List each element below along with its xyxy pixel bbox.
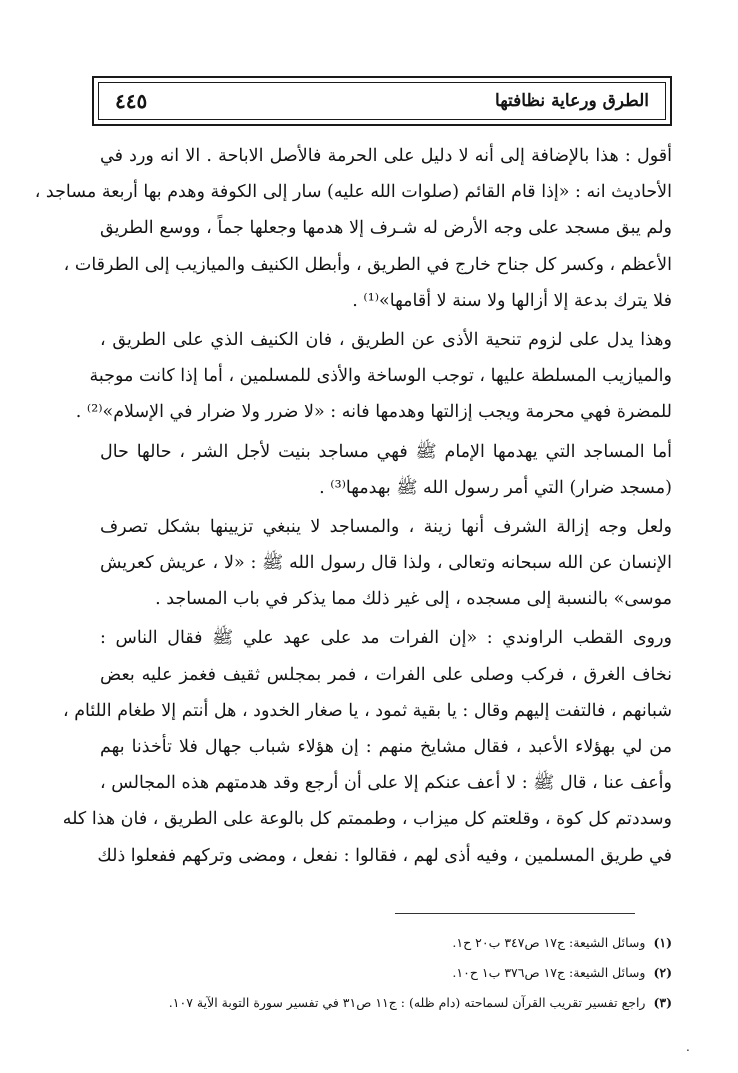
footnote: [100, 958, 672, 988]
text-line: وأعف عنا ، قال ﷺ : لا أعف عنكم إلا على أن أرجع وقد هدمتهم هذه المجالس ،: [100, 773, 672, 794]
text-line: نخاف الغرق ، فركب وصلى على الفرات ، فمر بمجلس ثقيف فغمز عليه بعض: [100, 664, 672, 685]
page-number: ٤٤٥: [115, 89, 148, 113]
text-line: الأعظم ، وكسر كل جناح خارج في الطريق ، وأبطل الكنيف والميازيب إلى الطرقات ،: [63, 254, 672, 275]
text-line: ولم يبق مسجد على وجه الأرض له شـرف إلا هدمها وجعلها جماً ، ووسع الطريق: [100, 218, 672, 239]
footnote-text: راجع تفسير تقريب القرآن لسماحته (دام ظله) : ج١١ ص٣١ في تفسير سورة التوبة الآية ١٠٧.: [168, 995, 646, 1010]
running-header: [98, 82, 666, 120]
text-line: الأحاديث انه : «إذا قام القائم (صلوات الله عليه) سار إلى الكوفة وهدم بها أربعة مساجد ،: [34, 182, 672, 203]
footnotes: [100, 928, 672, 1018]
page-mark: .: [686, 1040, 690, 1054]
footnote: [100, 928, 672, 958]
text-line: للمضرة فهي محرمة ويجب إزالتها وهدمها فانه : «لا ضرر ولا ضرار في الإسلام»⁽²⁾ .: [75, 402, 672, 423]
footnote-number: (٣): [653, 995, 672, 1010]
text-line: من لي بهؤلاء الأعبد ، فقال مشايخ منهم : إن هؤلاء شباب جهال فلا تأخذنا بهم: [100, 737, 672, 757]
running-title: الطرق ورعاية نظافتها: [495, 91, 649, 111]
text-line: أما المساجد التي يهدمها الإمام ﷺ فهي مساجد بنيت لأجل الشر ، حالها حال: [100, 441, 672, 462]
text-line: وروى القطب الراوندي : «إن الفرات مد على عهد علي ﷺ فقال الناس :: [100, 628, 672, 649]
footnote-number: (٢): [653, 965, 672, 980]
text-line: وهذا يدل على لزوم تنحية الأذى عن الطريق ، فان الكنيف الذي على الطريق ،: [100, 329, 672, 350]
footnote-text: وسائل الشيعة: ج١٧ ص٣٤٧ ب٢٠ ح١.: [452, 935, 646, 950]
text-line: الإنسان عن الله سبحانه وتعالى ، ولذا قال رسول الله ﷺ : «لا ، عريش كعريش: [100, 553, 672, 574]
text-line: وسددتم كل كوة ، وقلعتم كل ميزاب ، وطممتم كل بالوعة على الطريق ، فان هذا كله: [62, 809, 672, 830]
text-line: ولعل وجه إزالة الشرف أنها زينة ، والمساجد لا ينبغي تزيينها بشكل تصرف: [100, 516, 672, 537]
footnote-text: وسائل الشيعة: ج١٧ ص٣٧٦ ب١ ح١٠.: [452, 965, 646, 980]
text-line: في طريق المسلمين ، وفيه أذى لهم ، فقالوا : نفعل ، ومضى وتركهم ففعلوا ذلك: [97, 845, 672, 866]
text-line: فلا يترك بدعة إلا أزالها ولا سنة لا أقامها»⁽¹⁾ .: [352, 290, 672, 311]
text-line: والميازيب المسلطة عليها ، توجب الوساخة والأذى للمسلمين ، أما إذا كانت موجبة: [89, 366, 672, 387]
running-header-frame: [92, 76, 672, 126]
text-line: شبانهم ، فالتفت إليهم وقال : يا بقية ثمود ، يا صغار الخدود ، هل أنتم إلا طغام اللئام ،: [62, 700, 672, 721]
text-line: أقول : هذا بالإضافة إلى أنه لا دليل على الحرمة فالأصل الاباحة . الا انه ورد في: [100, 146, 672, 166]
footnote: [100, 988, 672, 1018]
text-line: (مسجد ضرار) التي أمر رسول الله ﷺ بهدمها⁽³⁾ .: [319, 477, 672, 498]
text-line: موسى» بالنسبة إلى مسجده ، إلى غير ذلك مما يذكر في باب المساجد .: [155, 589, 672, 610]
footnote-number: (١): [653, 935, 672, 950]
body-text: [34, 138, 672, 874]
footnote-divider: [395, 913, 635, 914]
